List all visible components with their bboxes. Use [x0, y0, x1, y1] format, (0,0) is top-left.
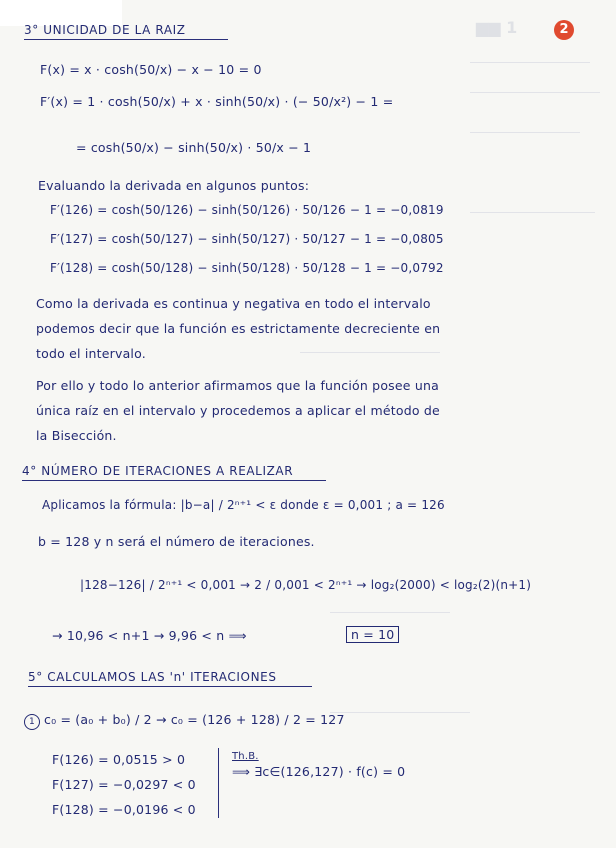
reverse-side-line [470, 212, 595, 213]
section-3-heading: 3° UNICIDAD DE LA RAIZ [24, 23, 186, 37]
paragraph-line: todo el intervalo. [36, 346, 146, 361]
evaluation-intro: Evaluando la derivada en algunos puntos: [38, 178, 310, 193]
section-3-underline [24, 39, 228, 40]
section-5-heading: 5° CALCULAMOS LAS 'n' ITERACIONES [28, 670, 277, 684]
section-4-underline [22, 480, 326, 481]
bolzano-conclusion: ⟹ ∃c∈(126,127) · f(c) = 0 [232, 764, 406, 779]
iterations-definition: b = 128 y n será el número de iteraciones. [38, 534, 315, 549]
reverse-side-line [330, 612, 450, 613]
reverse-side-line [330, 712, 470, 713]
function-definition: F(x) = x · cosh(50/x) − x − 10 = 0 [40, 62, 262, 77]
f-at-127: F(127) = −0,0297 < 0 [52, 777, 196, 792]
paragraph-line: única raíz en el intervalo y procedemos a aplicar el método de [36, 403, 440, 418]
derivative-at-127: F′(127) = cosh(50/127) − sinh(50/127) · 50/127 − 1 = −0,0805 [50, 232, 444, 246]
reverse-side-line [470, 92, 600, 93]
iterations-result-box: n = 10 [346, 626, 399, 643]
iteration-result-derivation: → 10,96 < n+1 → 9,96 < n ⟹ [52, 628, 247, 643]
paragraph-line: Por ello y todo lo anterior afirmamos que la función posee una [36, 378, 439, 393]
inequality-derivation: |128−126| / 2ⁿ⁺¹ < 0,001 → 2 / 0,001 < 2ⁿ⁺¹ → log₂(2000) < log₂(2)(n+1) [80, 578, 532, 592]
derivative-line-1: F′(x) = 1 · cosh(50/x) + x · sinh(50/x) · (− 50/x²) − 1 = [40, 94, 394, 109]
section-5-underline [28, 686, 312, 687]
first-midpoint-line [24, 712, 345, 730]
reverse-side-line [300, 352, 440, 353]
reverse-side-showthrough: ▆▆ 1 [476, 18, 518, 37]
paragraph-line: Como la derivada es continua y negativa en todo el intervalo [36, 296, 431, 311]
derivative-at-128: F′(128) = cosh(50/128) − sinh(50/128) · 50/128 − 1 = −0,0792 [50, 261, 444, 275]
reverse-side-line [470, 62, 590, 63]
page-number-badge: 2 [554, 20, 574, 40]
reverse-side-line [470, 132, 580, 133]
formula-line: Aplicamos la fórmula: |b−a| / 2ⁿ⁺¹ < ε donde ε = 0,001 ; a = 126 [42, 498, 445, 512]
theorem-label: Th.B. [232, 751, 259, 762]
section-4-heading: 4° NÚMERO DE ITERACIONES A REALIZAR [22, 464, 294, 478]
derivative-line-2: = cosh(50/x) − sinh(50/x) · 50/x − 1 [76, 140, 312, 155]
paragraph-line: podemos decir que la función es estrictamente decreciente en [36, 321, 441, 336]
derivative-at-126: F′(126) = cosh(50/126) − sinh(50/126) · 50/126 − 1 = −0,0819 [50, 203, 444, 217]
step-number: 1 [24, 714, 40, 730]
f-at-128: F(128) = −0,0196 < 0 [52, 802, 196, 817]
f-at-126: F(126) = 0,0515 > 0 [52, 752, 186, 767]
paragraph-line: la Bisección. [36, 428, 117, 443]
midpoint-formula: c₀ = (a₀ + b₀) / 2 → c₀ = (126 + 128) / 2 = 127 [44, 712, 345, 727]
brace-rule [218, 748, 219, 818]
